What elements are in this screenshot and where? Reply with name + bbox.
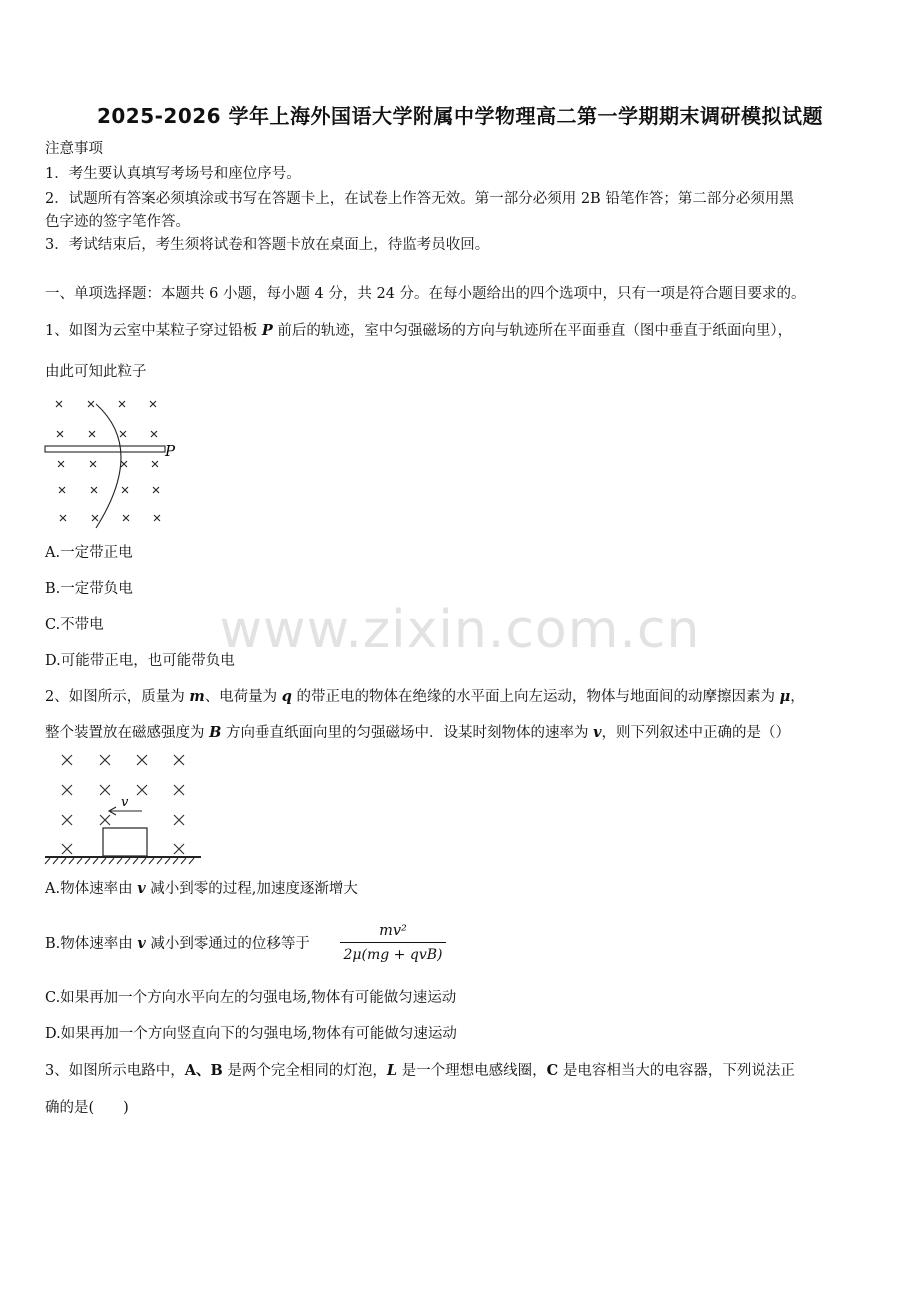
- charged-block: [103, 828, 147, 856]
- q2-block-in-field-figure: [42, 750, 204, 870]
- exam-title: 2025-2026 学年上海外国语大学附属中学物理高二第一学期期末调研模拟试题: [96, 104, 824, 128]
- plate-label-p: P: [165, 442, 176, 460]
- q2-option-b-fraction: [338, 920, 448, 965]
- watermark: www.zixin.com.cn: [219, 600, 701, 660]
- notice-heading: 注意事项: [45, 141, 103, 157]
- fraction-denominator: 2μ(mg + qvB): [343, 947, 443, 963]
- particle-trajectory: [96, 404, 121, 528]
- q1-stem-line-1: 1、如图为云室中某粒子穿过铅板 P 前后的轨迹，室中匀强磁场的方向与轨迹所在平面垂直（图中垂直于纸面向里），: [45, 322, 793, 339]
- q3-stem-line-1: 3、如图所示电路中，A、B 是两个完全相同的灯泡，L 是一个理想电感线圈，C 是电容相当大的电容器，下列说法正: [45, 1062, 795, 1079]
- q2-option-b: B.物体速率由 v 减小到零通过的位移等于: [45, 935, 310, 952]
- notice-item-2-line-1: 2．试题所有答案必须填涂或书写在答题卡上，在试卷上作答无效。第一部分必须用 2B 铅笔作答；第二部分必须用黑: [45, 191, 794, 207]
- q1-option-b: B.一定带负电: [45, 581, 133, 597]
- q1-option-d: D.可能带正电，也可能带负电: [45, 653, 235, 669]
- q1-option-a: A.一定带正电: [45, 545, 133, 561]
- notice-item-1: 1．考生要认真填写考场号和座位序号。: [45, 166, 301, 182]
- section-1-heading: 一、单项选择题：本题共 6 小题，每小题 4 分，共 24 分。在每小题给出的四个选项中，只有一项是符合题目要求的。: [45, 286, 806, 302]
- velocity-label: v: [121, 795, 129, 810]
- q2-option-c: C.如果再加一个方向水平向左的匀强电场,物体有可能做匀速运动: [45, 990, 457, 1006]
- fraction-numerator: mv²: [379, 923, 407, 939]
- notice-item-3: 3．考试结束后，考生须将试卷和答题卡放在桌面上，待监考员收回。: [45, 237, 490, 253]
- q2-stem-line-1: 2、如图所示，质量为 m、电荷量为 q 的带正电的物体在绝缘的水平面上向左运动，物体与地面间的动摩擦因素为 μ，: [45, 688, 805, 705]
- q1-option-c: C.不带电: [45, 617, 104, 633]
- notice-item-2-line-2: 色字迹的签字笔作答。: [45, 214, 190, 230]
- q2-option-a: A.物体速率由 v 减小到零的过程,加速度逐渐增大: [45, 880, 358, 897]
- q3-stem-line-2: 确的是( ): [45, 1100, 129, 1116]
- q2-stem-line-2: 整个装置放在磁感强度为 B 方向垂直纸面向里的匀强磁场中．设某时刻物体的速率为 v，则下列叙述中正确的是（）: [45, 724, 791, 741]
- magnetic-field-cross-icons: [56, 401, 160, 521]
- q1-stem-line-2: 由此可知此粒子: [45, 364, 147, 380]
- ground-hatching: [45, 858, 194, 864]
- lead-plate: [45, 446, 165, 452]
- q2-option-d: D.如果再加一个方向竖直向下的匀强电场,物体有可能做匀速运动: [45, 1026, 457, 1042]
- q1-cloud-chamber-figure: [40, 392, 190, 532]
